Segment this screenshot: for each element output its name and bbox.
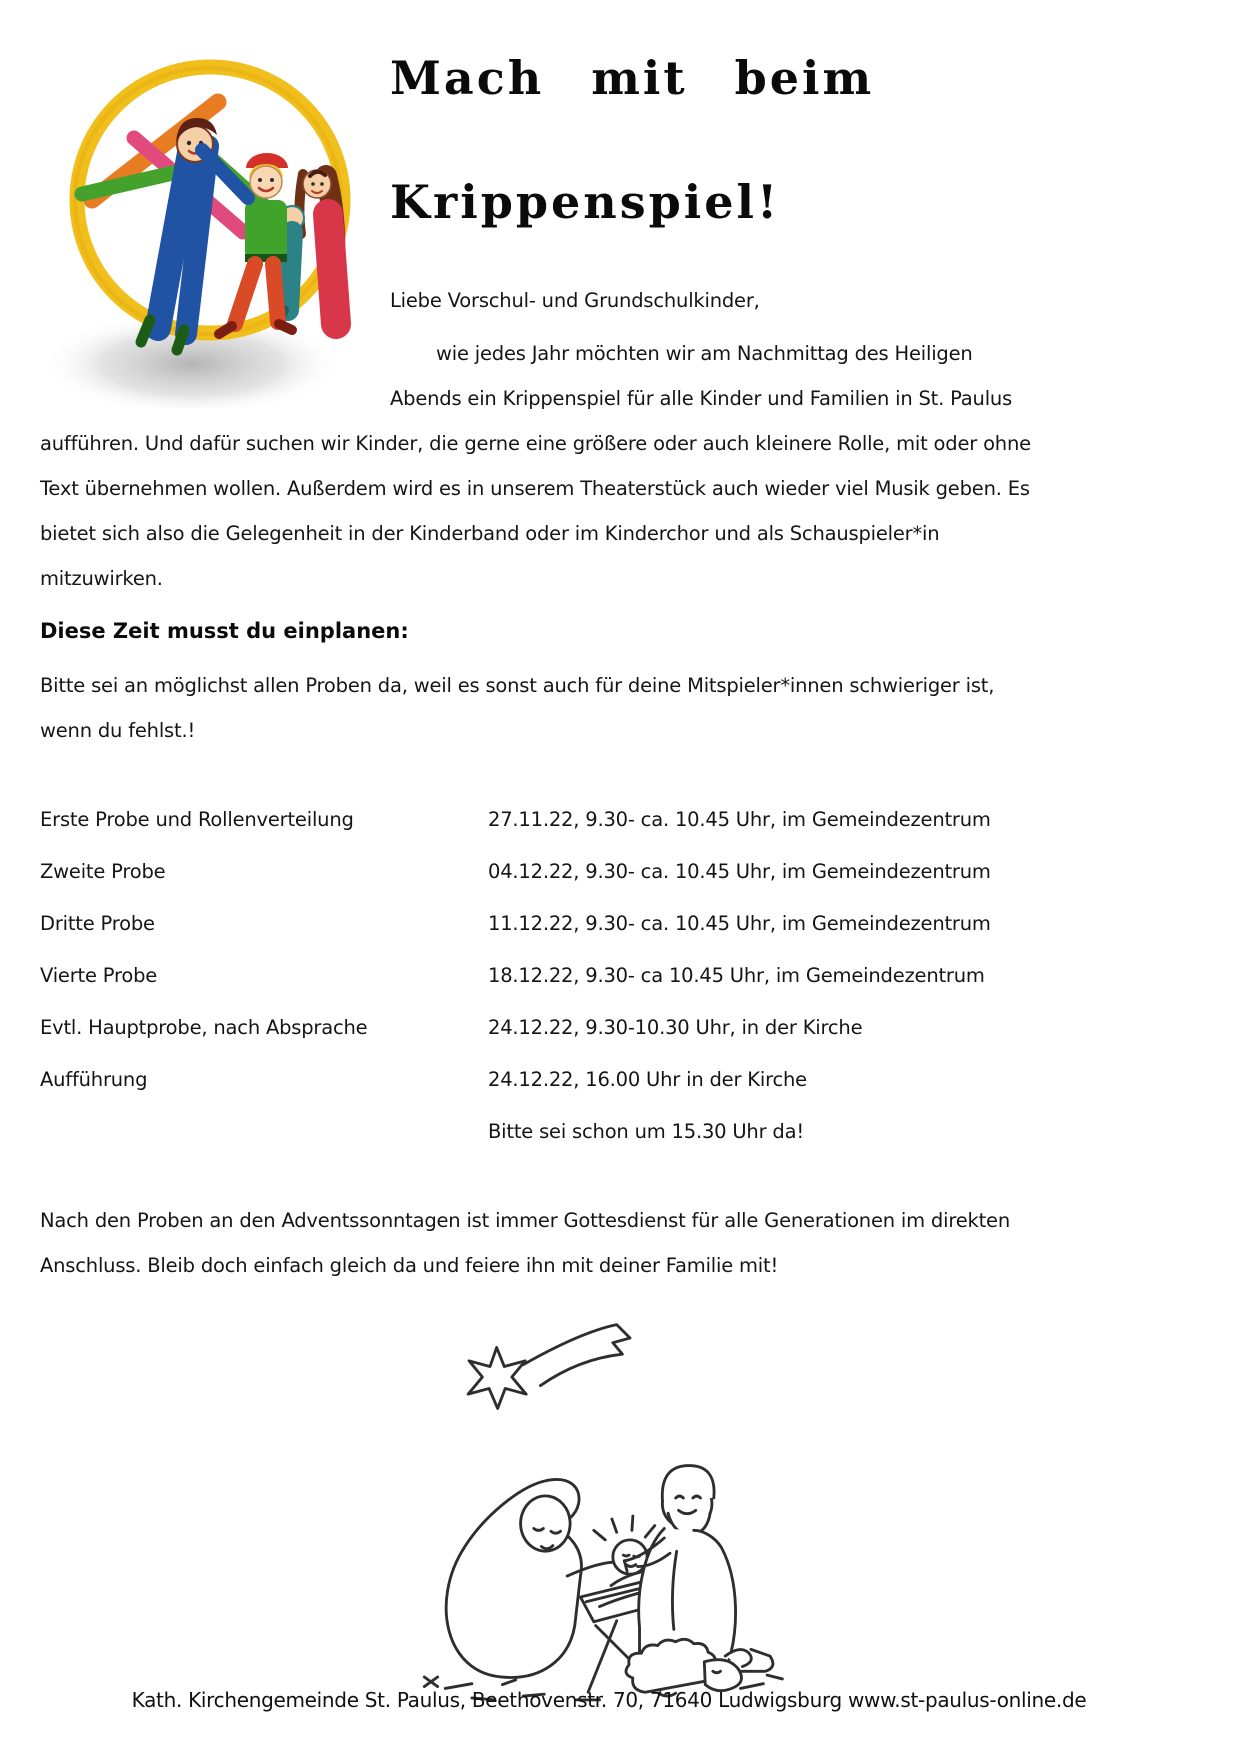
schedule-value: 24.12.22, 9.30-10.30 Uhr, in der Kirche (488, 1016, 863, 1039)
comet-star (468, 1325, 630, 1409)
schedule-value: 27.11.22, 9.30- ca. 10.45 Uhr, im Gemeindezentrum (488, 808, 991, 831)
schedule-row (40, 953, 1038, 998)
greeting: Liebe Vorschul- und Grundschulkinder, (390, 289, 760, 312)
schedule-label: Aufführung (40, 1068, 148, 1091)
schedule-label: Zweite Probe (40, 860, 166, 883)
title-line-1: Mach mit beim (390, 51, 875, 105)
schedule-value: 11.12.22, 9.30- ca. 10.45 Uhr, im Gemeindezentrum (488, 912, 991, 935)
schedule-row (40, 849, 1038, 894)
closing-paragraph: Nach den Proben an den Adventssonntagen ist immer Gottesdienst für alle Generationen im direkten Anschluss. Bleib doch einfach gleich da und feiere ihn mit deiner Familie mit! (40, 1209, 1010, 1277)
title-line-2: Krippenspiel! (390, 175, 781, 229)
section-heading: Diese Zeit musst du einplanen: (40, 619, 409, 643)
schedule-row (40, 1005, 1038, 1050)
schedule-table (40, 797, 1038, 1154)
schedule-row (40, 1057, 1038, 1102)
schedule-row (40, 901, 1038, 946)
mary-figure (446, 1479, 626, 1677)
schedule-label: Evtl. Hauptprobe, nach Absprache (40, 1016, 368, 1039)
nativity-scene-icon (390, 1310, 790, 1705)
plan-note: Bitte sei an möglichst allen Proben da, weil es sonst auch für deine Mitspieler*innen schwieriger ist, wenn du fehlst.! (40, 674, 995, 742)
logo-children-drawing (40, 48, 390, 378)
schedule-label: Dritte Probe (40, 912, 155, 935)
joseph-figure (624, 1466, 773, 1672)
schedule-value: 18.12.22, 9.30- ca 10.45 Uhr, im Gemeindezentrum (488, 964, 985, 987)
schedule-label: Erste Probe und Rollenverteilung (40, 808, 354, 831)
schedule-label: Vierte Probe (40, 964, 158, 987)
schedule-value: 24.12.22, 16.00 Uhr in der Kirche (488, 1068, 807, 1091)
footer-address: Kath. Kirchengemeinde St. Paulus, Beethovenstr. 70, 71640 Ludwigsburg www.st-paulus-online.de (131, 1688, 1087, 1712)
children-circle-drawing-icon (40, 48, 390, 408)
schedule-value: 04.12.22, 9.30- ca. 10.45 Uhr, im Gemeindezentrum (488, 860, 991, 883)
schedule-row (40, 797, 1038, 842)
nativity-illustration (390, 1310, 790, 1705)
schedule-label (40, 1109, 488, 1154)
schedule-value: Bitte sei schon um 15.30 Uhr da! (488, 1120, 804, 1143)
schedule-row (40, 1109, 1038, 1154)
intro-paragraph: wie jedes Jahr möchten wir am Nachmittag des Heiligen Abends ein Krippenspiel für alle Kinder und Familien in St. Paulus aufführen. Und dafür suchen wir Kinder, die gerne eine größere oder auch kleinere Rolle, mit oder ohne Text übernehmen wollen. Außerdem wird es in unserem Theaterstück auch wieder viel Musik geben. Es bietet sich also die Gelegenheit in der Kinderband oder im Kinderchor und als Schauspieler*in mitzuwirken. (40, 342, 1031, 590)
